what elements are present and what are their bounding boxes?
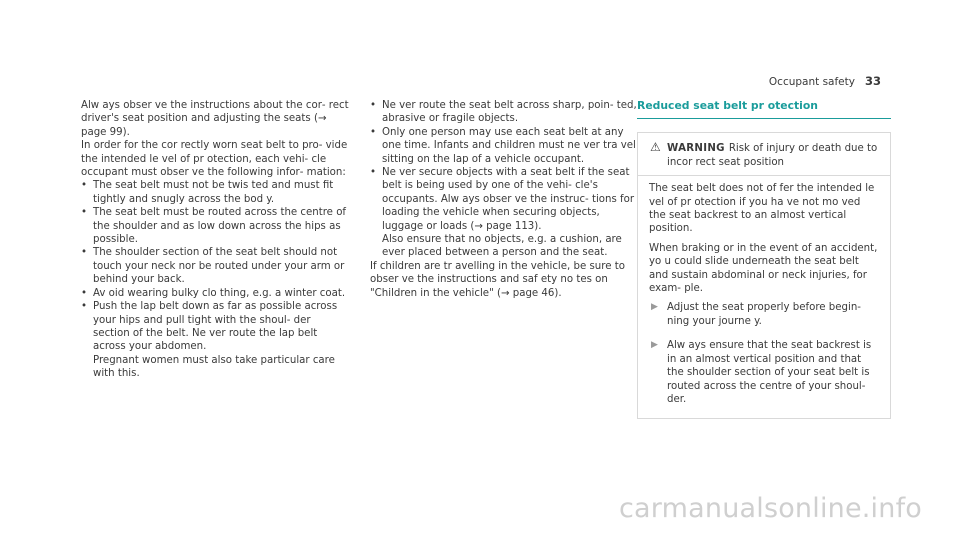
list-item: • Av oid wearing bulky clo thing, e.g. a winter coat. — [81, 287, 349, 300]
warning-body-1: The seat belt does not of fer the intended le vel of pr otection if you ha ve not mo ved the seat backrest to an almost vertical position. — [649, 183, 875, 235]
section-title: Occupant safety — [768, 76, 855, 88]
bullet-continuation: Pregnant women must also take particular care with this. — [93, 354, 335, 380]
action-arrow-icon: ▶ — [651, 302, 658, 313]
column-middle — [370, 99, 638, 300]
warning-body-2: When braking or in the event of an accident, yo u could slide underneath the seat belt and sustain abdominal or neck injuries, for exam‐ ple. — [649, 242, 878, 295]
list-item: • The shoulder section of the seat belt should not touch your neck nor be routed under your arm or behind your back. — [81, 246, 349, 286]
warning-title: Risk of injury or death due to incor rect seat position — [667, 143, 878, 168]
column-left — [81, 99, 349, 381]
safety-bullet-list — [370, 99, 638, 233]
list-item: • Ne ver secure objects with a seat belt if the seat belt is being used by one of the vehi‐ cle's occupants. Alw ays obser ve the instruc‐ tions for loading the vehicle when securing objects, luggage or loads (→ page 113). — [370, 166, 638, 233]
warning-header — [649, 142, 880, 169]
warning-label: WARNING — [667, 143, 725, 155]
list-item: • The seat belt must not be twis ted and must fit tightly and snugly across the bod y. — [81, 179, 349, 206]
list-item: • Push the lap belt down as far as possible across your hips and pull tight with the shoul‐ der section of the belt. Ne ver route the lap belt across your abdomen. — [81, 300, 349, 354]
column-right — [637, 99, 891, 419]
warning-triangle-icon: ⚠ — [650, 140, 661, 155]
heading-divider — [637, 118, 891, 119]
section-heading: Reduced seat belt pr otection — [637, 99, 818, 112]
list-item: • Only one person may use each seat belt at any one time. Infants and children must ne ver tra vel sitting on the lap of a vehicle occupant. — [370, 126, 638, 166]
page-number: 33 — [864, 74, 881, 88]
bullet-continuation: Also ensure that no objects, e.g. a cushion, are ever placed between a person and the seat. — [382, 234, 622, 259]
page-header — [769, 74, 881, 88]
warning-divider — [638, 175, 890, 176]
children-paragraph: If children are tr avelling in the vehicle, be sure to obser ve the instructions and saf ety no tes on "Children in the vehicle" (→ page 46). — [370, 260, 625, 299]
action-arrow-icon: ▶ — [651, 340, 658, 351]
action-step — [649, 339, 880, 406]
warning-box — [637, 132, 891, 419]
safety-bullet-list — [81, 179, 349, 353]
list-item: • Ne ver route the seat belt across sharp, poin‐ ted, abrasive or fragile objects. — [370, 99, 638, 126]
action-text: Alw ays ensure that the seat backrest is in an almost vertical position and that the shoulder section of your seat belt is routed across the centre of your shoul‐ der. — [667, 340, 872, 405]
list-item: • The seat belt must be routed across the centre of the shoulder and as low down across the hips as possible. — [81, 206, 349, 246]
action-step — [649, 301, 880, 328]
intro-paragraph-2: In order for the cor rectly worn seat belt to pro‐ vide the intended le vel of pr otection, each vehi‐ cle occupant must obser ve the following infor‐ mation: — [81, 140, 348, 179]
intro-paragraph-1: Alw ays obser ve the instructions about the cor‐ rect driver's seat position and adjusting the seats (→ page 99). — [81, 100, 349, 138]
action-text: Adjust the seat properly before begin‐ ning your journe y. — [667, 302, 861, 327]
watermark: carmanualsonline.info — [619, 493, 922, 524]
